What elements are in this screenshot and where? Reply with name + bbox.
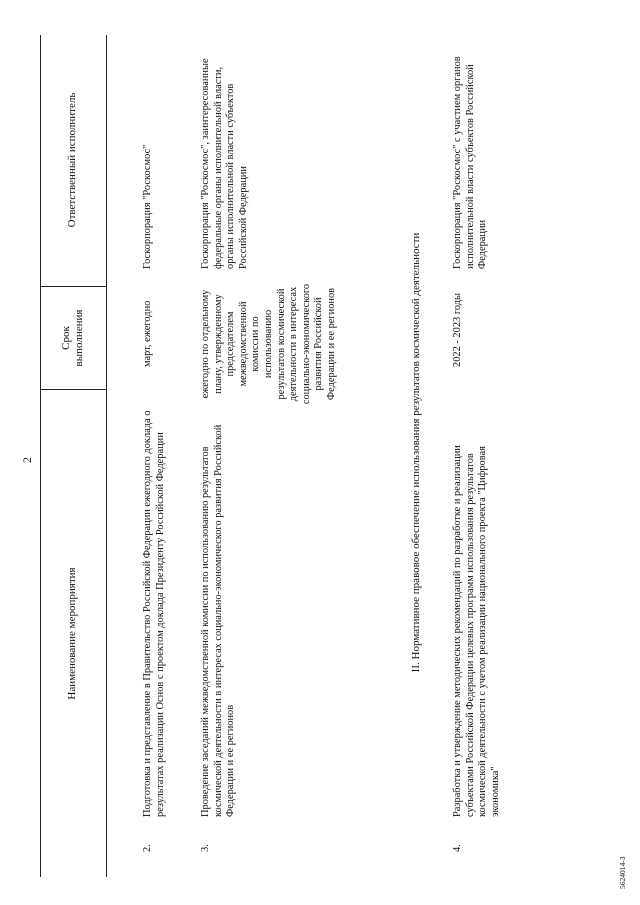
row-2-number: 2. bbox=[142, 844, 153, 852]
row-3-name: Проведение заседаний межведомственной комиссии по использованию результатов космической деятельности в интересах социально-экономического развития Российской Федерации и ее регионов bbox=[200, 424, 237, 817]
row-2-term: март, ежегодно bbox=[142, 300, 153, 367]
header-executor: Ответственный исполнитель bbox=[66, 92, 78, 228]
row-2-executor: Госкорпорация "Роскосмос" bbox=[142, 144, 153, 269]
row-2-name: Подготовка и представление в Правительство Российской Федерации ежегодного доклада о результатах реализации Основ с проектом доклада Президенту Российской Федерации bbox=[142, 410, 166, 817]
table-top-rule bbox=[40, 35, 41, 877]
header-term: Срок выполнения bbox=[60, 309, 85, 367]
row-3-term: ежегодно по отдельному плану, утвержденному председателем межведомственной комиссии по использованию результатов космической деятельности в интересах социально-экономического развития Российской Федерации и ее регионов bbox=[200, 283, 337, 405]
header-name: Наименование мероприятия bbox=[66, 567, 78, 700]
row-4-term: 2022 - 2023 годы bbox=[452, 293, 463, 367]
row-3-number: 3. bbox=[200, 844, 211, 852]
row-4-name: Разработка и утверждение методических рекомендаций по разработке и реализации субъектами Российской Федерации целевых программ использования результатов космической деятельности с учетом реализации национального проекта "Цифровая экономика" bbox=[452, 445, 501, 817]
section-heading: II. Нормативное правовое обеспечение использования результатов космической деятельности bbox=[410, 232, 422, 673]
row-3-executor: Госкорпорация "Роскосмос", заинтересованные федеральные органы исполнительной власти, органы исполнительной власти субъектов Российской Федерации bbox=[200, 58, 249, 269]
row-4-number: 4. bbox=[452, 844, 463, 852]
column-divider-2 bbox=[40, 286, 106, 287]
header-bottom-rule bbox=[106, 35, 107, 877]
page-number: 2 bbox=[20, 457, 34, 463]
row-4-executor: Госкорпорация "Роскосмос" с участием органов исполнительной власти субъектов Российской Федерации bbox=[452, 56, 489, 269]
document-code: 5624014-3 bbox=[618, 856, 627, 889]
